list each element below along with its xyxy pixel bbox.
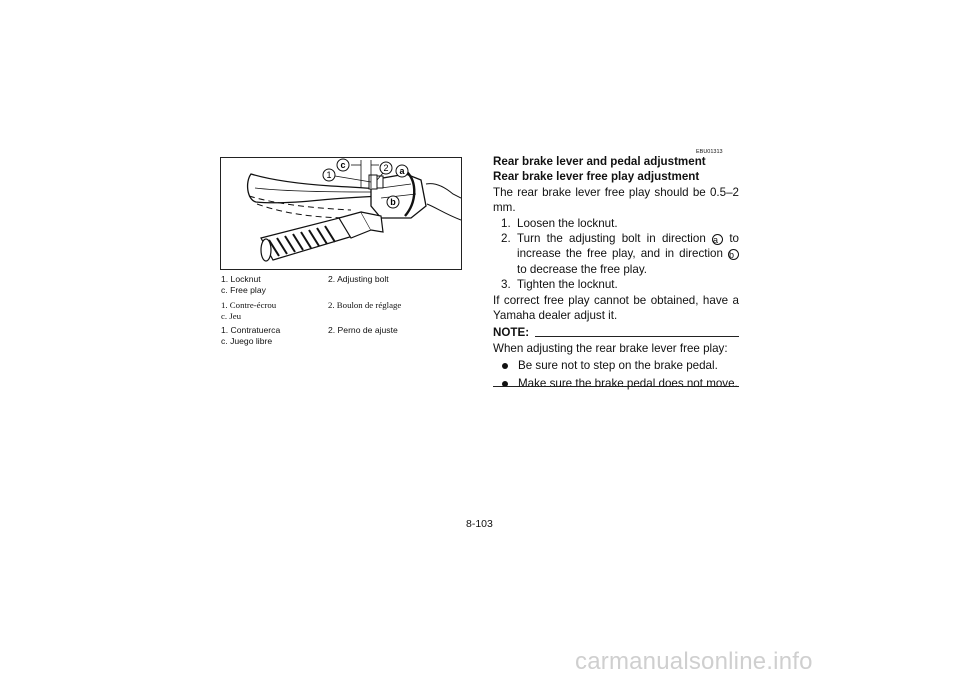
note-intro: When adjusting the rear brake lever free play:: [493, 341, 728, 355]
step-2: [493, 231, 739, 277]
step-text-c: to decrease the free play.: [517, 262, 647, 276]
note-rule: [535, 336, 739, 337]
legend-item-c: c. Free play: [221, 285, 266, 295]
step-1: [493, 216, 739, 231]
svg-text:1: 1: [326, 170, 332, 180]
legend-item-2: 2. Perno de ajuste: [328, 325, 398, 335]
bullet-icon: [502, 363, 508, 369]
outro-paragraph: If correct free play cannot be obtained, have a Yamaha dealer adjust it.: [493, 293, 739, 323]
svg-text:b: b: [390, 197, 396, 207]
direction-b-marker: b: [728, 249, 739, 260]
note-bullet-1: [493, 358, 739, 373]
watermark: carmanualsonline.info: [575, 648, 813, 675]
callout-1: [323, 169, 371, 182]
section-body: [493, 154, 739, 391]
legend-item-2: 2. Boulon de réglage: [328, 300, 402, 310]
section-subtitle: Rear brake lever free play adjustment: [493, 170, 700, 184]
legend-item-1: 1. Contre-écrou: [221, 300, 277, 310]
legend-item-1: 1. Contratuerca: [221, 325, 281, 335]
note-label: NOTE:: [493, 326, 530, 340]
section-title: Rear brake lever and pedal adjustment: [493, 155, 706, 168]
note-bullet-2: [493, 376, 739, 391]
svg-text:c: c: [340, 160, 346, 170]
legend-item-c: c. Juego libre: [221, 336, 273, 346]
note-end-rule: [493, 386, 739, 387]
callout-b: [387, 196, 399, 208]
note-header: [493, 325, 739, 340]
step-3: [493, 277, 739, 292]
bullet-text: Be sure not to step on the brake pedal.: [518, 359, 718, 373]
direction-a-marker: a: [712, 234, 723, 245]
legend-item-c: c. Jeu: [221, 311, 242, 321]
intro-paragraph: The rear brake lever free play should be 0.5–2 mm.: [493, 185, 739, 215]
svg-text:2: 2: [383, 163, 389, 173]
document-code: EBU01313: [696, 149, 723, 155]
legend-item-1: 1. Locknut: [221, 274, 261, 284]
callout-a: [396, 165, 408, 177]
step-text-a: Turn the adjusting bolt in direction: [517, 232, 706, 246]
step-text-b: to increase the free play, and in direction: [517, 232, 739, 261]
legend-item-2: 2. Adjusting bolt: [328, 274, 389, 284]
svg-text:a: a: [399, 166, 405, 176]
brake-lever-illustration: [220, 157, 462, 270]
step-number: 1.: [501, 216, 511, 230]
bullet-text: Make sure the brake pedal does not move.: [518, 376, 738, 390]
brake-lever-drawing: [221, 158, 461, 269]
step-number: 3.: [501, 278, 511, 292]
page-number: 8-103: [466, 518, 493, 530]
step-text: Tighten the locknut.: [517, 278, 618, 292]
step-number: 2.: [501, 232, 511, 246]
step-text: Loosen the locknut.: [517, 216, 618, 230]
